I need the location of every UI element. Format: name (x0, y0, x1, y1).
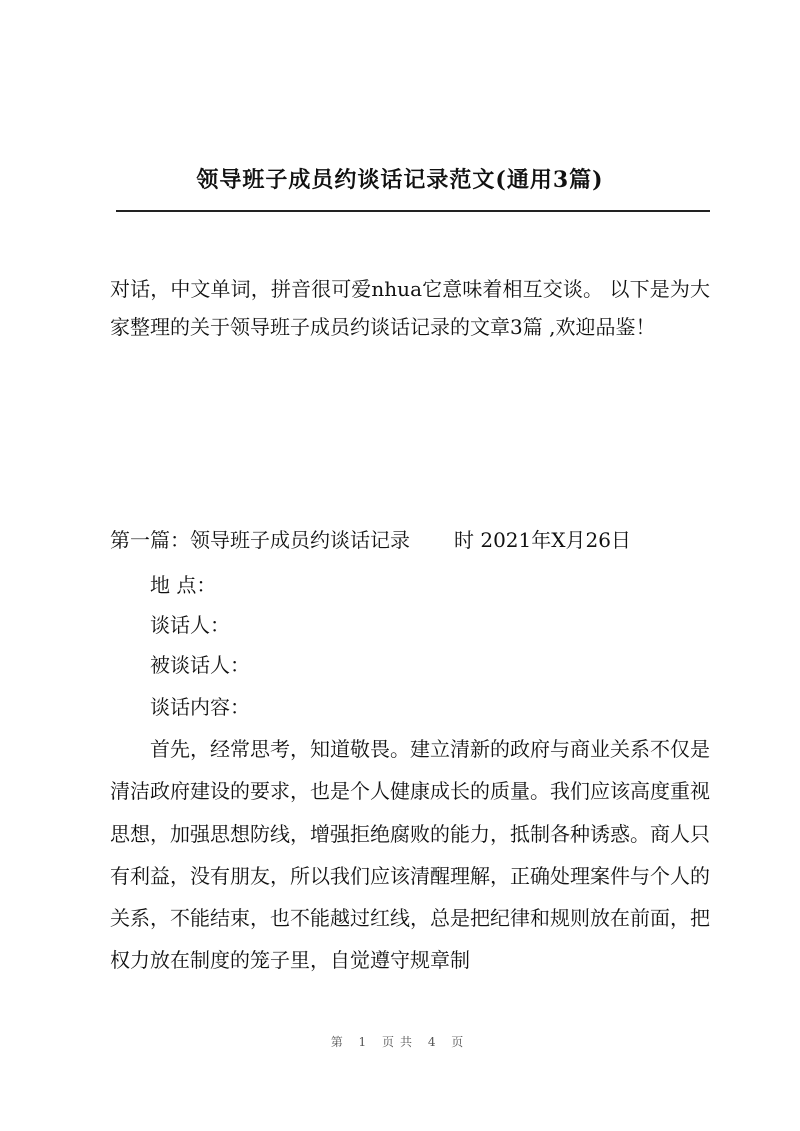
chapter-title: 第一篇：领导班子成员约谈话记录 (110, 528, 410, 552)
chapter-heading (110, 521, 730, 559)
document-title: 领导班子成员约谈话记录范文(通用3篇) (196, 167, 604, 193)
field-interviewer: 谈话人： (150, 613, 230, 637)
field-location: 地 点： (150, 573, 217, 597)
chapter-time: 时 2021年X月26日 (454, 528, 631, 552)
page-footer: 第 1 页共 4 页 (330, 1035, 470, 1049)
field-content: 谈话内容： (150, 695, 250, 719)
body-paragraph: 首先，经常思考，知道敬畏。建立清新的政府与商业关系不仅是清洁政府建设的要求，也是个人健康成长的质量。我们应该高度重视思想，加强思想防线，增强拒绝腐败的能力，抵制各种诱惑。商人只有利益，没有朋友，所以我们应该清醒理解，正确处理案件与个人的关系，不能结束，也不能越过红线，总是把纪律和规则放在前面，把权力放在制度的笼子里，自觉遵守规章制 (110, 737, 710, 973)
field-interviewee: 被谈话人： (150, 653, 250, 677)
intro-paragraph: 对话，中文单词，拼音很可爱nhua它意味着相互交谈。 以下是为大家整理的关于领导班子成员约谈话记录的文章3篇 ,欢迎品鉴！ (110, 277, 710, 339)
title-underline (116, 210, 710, 212)
